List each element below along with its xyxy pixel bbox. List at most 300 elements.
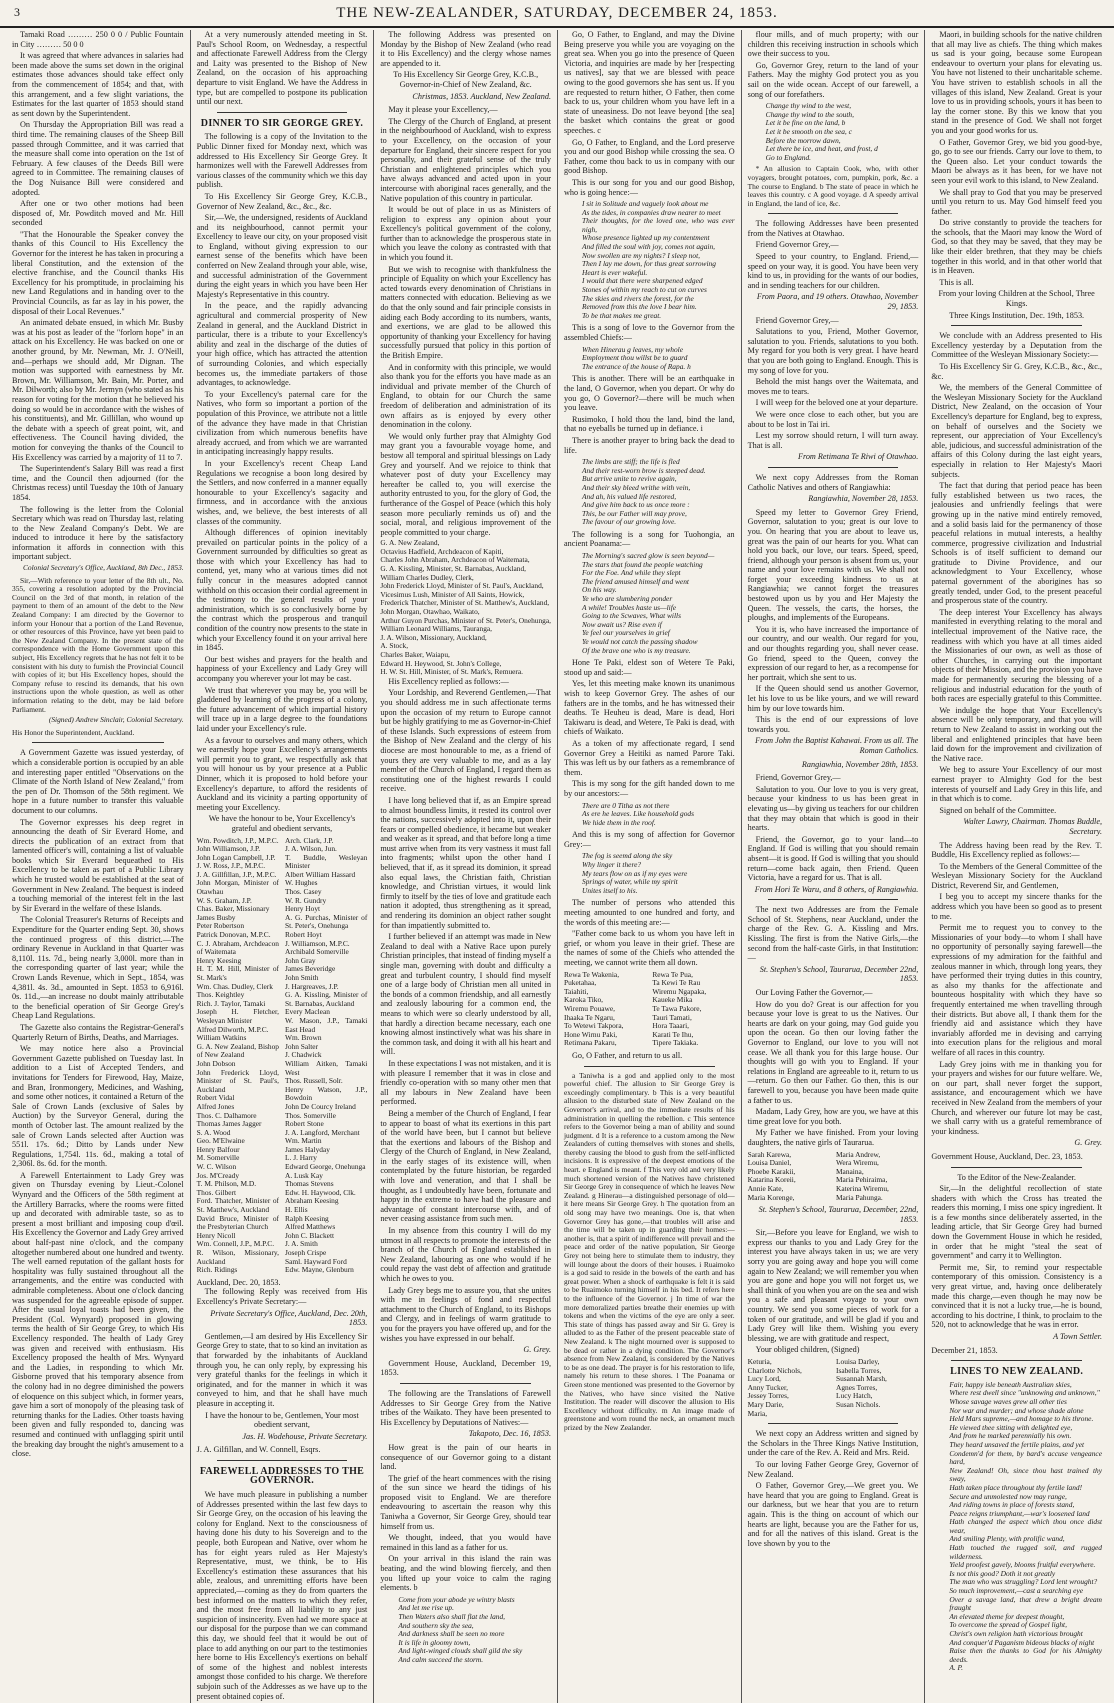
article-paragraph: We may notice here also a Provincial Government Gazette published on Tuesday last. In addition to a List of Accepted Tenders, and invitations for Tenders for Firewood, Hay, Maize, and Bran, Ironmongery, Medicines, and Washing, and some other notices, it contained a Return of the Sale of Crown Lands (exclusive of Sales by Auction) by the Surveyor General, during the month of October last. The amount realized by the sale of Crown Lands selected after Auction was 551l. 17s. 6d.; Ditto by Lands under New Regulations, 1,754l. 11s. 6d., making a total of 2,306l. 8s. 6d. for the month. bbox=[12, 1044, 184, 1169]
reply-header: Private Secretary's Office, Auckland, Dec. 20th, 1853. bbox=[210, 1308, 368, 1328]
verse-line: The limbs are stiff; the life is fled bbox=[582, 457, 680, 467]
list-item: William Leonard Williams, Tauranga, bbox=[380, 624, 493, 634]
article-paragraph: I have long believed that if, as an Empire spread to almost boundless limits, it rested its control over the nations, successively adopted into it, upon their fears or compelled obedience, it became but weaker and weaker as it spread, and that before long a time must arrive when from its very vastness it must fall into fragments; whilst upon the other hand I believed, that if, as it spread its dominion, it spread also equal laws, the Christian faith, Christian knowledge, and Christian virtues, it would link firmly to itself by the ties of love and gratitude each nation it adopted, thus strengthening as it spread, and rendering its dominion an object rather sought for than impatiently submitted to. bbox=[380, 795, 551, 930]
list-item: John Logan Campbell, J.P. bbox=[196, 852, 276, 862]
article-paragraph: Go, O Father, and return to us all. bbox=[572, 1050, 683, 1060]
article-paragraph: This is our song for you and our good Bishop, who is going hence:— bbox=[564, 177, 735, 197]
list-item: Wera Wiremu, bbox=[835, 1158, 879, 1168]
divider bbox=[217, 1460, 348, 1461]
list-item: Hora Taaari, bbox=[652, 1021, 690, 1031]
article-paragraph: And this is my song of affection for Governor Grey:— bbox=[564, 830, 735, 849]
verse-line: The entrance of the house of Rapa. h bbox=[582, 361, 691, 371]
list-item: Annie Kate, bbox=[747, 1183, 784, 1193]
list-item: Wiremu Ngapaka, bbox=[652, 986, 707, 996]
signature: Walter Lawry, Chairman. Thomas Buddle, Secretary. bbox=[963, 817, 1102, 836]
list-item: M. Somerville bbox=[196, 1153, 240, 1163]
verse-line: And riding towns in place of forests stand, bbox=[949, 1500, 1075, 1510]
article-paragraph: Maori, in building schools for the native children that all may live as chiefs. The thing which makes us sad is your going, because some European endeavour to overturn your plans for elevating us. You have not listened to their uncharitable scheme. You have striven to establish schools in all the villages of this island, New Zealand. Great is your love to us in providing schools, yours it has been to lay the corner stone. By this we know that you stand in the presence of God. We shall not forget you and your good works for us. bbox=[931, 30, 1102, 135]
list-item: Thos. C. Dalhamore bbox=[196, 1110, 257, 1120]
verse-line: Go to England. bbox=[765, 152, 812, 162]
reply-addressee: J. A. Gilfillan, and W. Connell, Esqrs. bbox=[196, 1445, 321, 1455]
song-verse bbox=[380, 1596, 551, 1665]
verse-line: There are 0 Titha as not there bbox=[582, 800, 670, 810]
article-paragraph: Speed to your country, to England. Friend,—speed on your way, it is good. You have been very kind to us, in providing for the wants of our bodies, and in sending teachers for our children. bbox=[747, 252, 919, 290]
article-paragraph: The following is a song for Tuohongia, an ancient Poanama:— bbox=[564, 529, 735, 549]
verse-line: And southern sky the sea, bbox=[398, 1620, 474, 1630]
signature: A Town Settler. bbox=[1053, 1332, 1102, 1341]
list-item: Maria Andrew, bbox=[835, 1149, 881, 1159]
list-item: Robert Hoyt bbox=[284, 930, 322, 940]
verse-line: Where rest dwell since "unknowing and unknown," bbox=[949, 1388, 1100, 1398]
list-item: Thomas James Jagger bbox=[196, 1119, 262, 1129]
verse-line: The fog is seemd along the sky bbox=[582, 851, 673, 861]
verse-line: Let it be fine on the land, b bbox=[765, 118, 846, 128]
list-item: John C. Blackett bbox=[284, 1230, 335, 1240]
verse-line: We hide them in the roof. bbox=[582, 817, 656, 827]
list-item: G. A. New Zealand, Bishop of New Zealand bbox=[196, 1041, 279, 1060]
list-item: Retimana Pakaru, bbox=[564, 1038, 617, 1048]
list-item: Albert William Hassard bbox=[284, 869, 356, 879]
verse-line: And ah, his valued life restored, bbox=[582, 491, 677, 501]
article-paragraph: The fact that during that period peace has been fully established between us two races, the jealousies and unfriendly feelings that were growing up in the native mind entirely removed, and a solid basis laid for the permanency of those peaceful relations in mutual interests, a healthy commerce, progressive civilization and Industrial Schools is of itself sufficient to demand our gratitude to Divine Providence, and our acknowledgment to Your Excellency, whose paternal government of the aborigines has so greatly tended, under God, to the present peaceful and prosperous state of the country. bbox=[931, 481, 1102, 606]
verse-line: Of the brave one who is my treasure. bbox=[582, 645, 691, 655]
list-item: J. A. Langford, Merchant bbox=[284, 1127, 360, 1137]
list-item: Ihaaka Te Ngaru, bbox=[564, 1012, 615, 1022]
article-paragraph: Permit me, Sir, to remind your respectable contemporary of this omission. Consistency is a very great virtue, and, having once deliberately made this charge,—even though he may now be convinced that it is not a lucky true,—he is bound, according to his doctrine, I think, to proclaim to the 520, not to acknowledge that he was in error. bbox=[931, 1262, 1102, 1330]
article-paragraph: Government House, Auckland, December 19, 1853. bbox=[380, 1358, 551, 1378]
list-item: Maria, bbox=[747, 1408, 768, 1418]
list-item: J. Chadwick bbox=[284, 1050, 322, 1060]
signature: G. Grey. bbox=[523, 1345, 551, 1355]
article-paragraph: The Gazette also contains the Registrar-General's Quarterly Return of Births, Deaths, and Marriages. bbox=[12, 1022, 184, 1042]
article-paragraph: The grief of the heart commences with the rising of the sun since we heard the tidings of his proposed visit to England. We are therefore endeavouring to ascertain the reason why this Taniwha a Governor, Sir George Grey, should tear himself from us. bbox=[380, 1473, 551, 1531]
divider bbox=[951, 1360, 1082, 1361]
article-paragraph: Salutation to you. Our love to you is very great, because your kindness to us has been great in elevating us—by giving us teachers for our children that they may obtain that which is good in their hearts. bbox=[747, 784, 919, 833]
list-item: J. A. Gillfillan, J.P., M.P.C. bbox=[196, 869, 277, 879]
article-paragraph: How do you do? Great is our affection for you because your love is great to us the Natives. Our hearts are dark on your going, may God guide you upon the ocean. Go then our loving father the Governor to England, our love to you will not cease. We all thank you for this large house. Our thoughts will go with you to England. If your relations in England are agreeable to it, return to us—return. Go then our Father. Go then, this is our farewell to you, because you have been made quite a father to us. bbox=[747, 999, 919, 1105]
list-item: Thos. Keightley bbox=[196, 990, 245, 1000]
article-paragraph: This is another. There will be an earthquake in the land, O Governor, when you depart. Or why do you go, O Governor?—there will be much when you leave. bbox=[564, 374, 735, 413]
article-paragraph: If the Queen should send us another Governor, let his love to us be like yours, and we will reward him by our love towards him. bbox=[747, 684, 919, 713]
list-item: Ralph Keesing bbox=[284, 1213, 329, 1223]
article-paragraph: The following Reply was received from His Excellency's Private Secretary:— bbox=[196, 1287, 368, 1306]
list-item: John Gray bbox=[284, 955, 316, 965]
article-paragraph: Your obliged children, (Signed) bbox=[755, 1345, 860, 1355]
verse-line: Going to the Scwaves, What wills bbox=[582, 611, 681, 621]
signatory-list bbox=[197, 837, 368, 1275]
article-paragraph: We indulge the hope that Your Excellency's absence will be only temporary, and that you will return to New Zealand to assist in working out the liberal and enlightened principles that have been laid down for the improvement and civilization of the Native race. bbox=[931, 705, 1102, 763]
girls-list bbox=[748, 1151, 919, 1203]
article-paragraph: How great is the pain of our hearts in consequence of our Governor going to a distant land. bbox=[380, 1442, 551, 1472]
verse-line: And light-winged clouds shall gild the sky bbox=[398, 1646, 523, 1656]
address-salutation: To His Excellency Sir George Grey, K.C.B., Governor of New Zealand, &c., &c., &c. bbox=[196, 191, 368, 211]
verse-line: The man who was struggling? Lord lent wrought? bbox=[949, 1577, 1098, 1587]
verse-line: Why linger it there? bbox=[582, 860, 642, 870]
article-paragraph: We next copy an Address written and signed by the Scholars in the Three Kings Native Institution, under the care of the Rev. A. Reid and Mrs. Reid. bbox=[747, 1429, 919, 1458]
article-paragraph: I further believed if an attempt was made in New Zealand to deal with a Native Race upon purely Christian principles, that instead of finding myself a single man, governing with doubt and difficulty a great and turbulent country, I should find myself one of a large body of Christian men all united in the bonds of a common friendship, and all earnestly and zealously labouring for a common end, the means to which were so clearly understood by all, that hardly a direction became necessary, each one knowing almost instinctively what was his share in the common task, and doing it with all his heart and will. bbox=[380, 932, 551, 1057]
list-item: C. J. Abraham, Archdeacon of Waitemata bbox=[196, 938, 279, 957]
verse-line: Is not this good? Doth it not greatly bbox=[949, 1568, 1056, 1578]
verse-line: Then Waters also shall flat the land, bbox=[398, 1612, 506, 1621]
verse-line: An elevated theme for deepest thought, bbox=[949, 1611, 1065, 1621]
article-paragraph: This is all. bbox=[939, 277, 974, 287]
verse-line: Before the morrow dawn, bbox=[765, 135, 841, 145]
verse-line: To be that makes me great. bbox=[582, 310, 662, 320]
list-item: James Halyday bbox=[284, 1144, 330, 1154]
closing: I have the honour to be, Gentlemen, Your most obedient servant, bbox=[205, 1410, 359, 1430]
article-paragraph: My Father we have finished. From your loving daughters, the native girls of Taurarua. bbox=[747, 1128, 919, 1147]
list-item: G. A. Kissling, Minister, St. Barnabas, Auckland, bbox=[380, 564, 526, 574]
list-item: Alfred Matthews bbox=[284, 1222, 336, 1232]
verse-line: Now swollen are my nights? I sleep not, bbox=[582, 250, 700, 260]
list-item: Henry Nicoll bbox=[196, 1230, 236, 1240]
dateline: St. Stephen's School, Taurarua, December 22nd, 1853. bbox=[759, 964, 919, 984]
verse-line: Unites itself to his. bbox=[582, 885, 638, 895]
estimate-lines: Tamaki Road ……… 250 0 0 / Public Fountain in City ……… 50 0 0 bbox=[12, 30, 184, 49]
column-2 bbox=[190, 30, 374, 1703]
divider bbox=[951, 325, 1082, 326]
verse-line: Now await us? Rise even if bbox=[582, 619, 662, 629]
song-verse bbox=[564, 552, 735, 655]
divider bbox=[951, 1167, 1082, 1168]
article-paragraph: Behold the mist hangs over the Waitemata, and moves me to tears. bbox=[747, 377, 919, 396]
list-item: Kaueke Mika bbox=[652, 995, 693, 1005]
article-paragraph: We, the members of the General Committee of the Wesleyan Missionary Society for the Auckland District, New Zealand, on the occasion of Your Excellency's departure for England, beg to express, on behalf of ourselves and the Society we represent, our appreciation of Your Excellency's able, judicious, and successful administration of the affairs of this Colony during the last eight years, especially in relation to Her Majesty's Maori subjects. bbox=[931, 383, 1102, 479]
article-paragraph: Signed on behalf of the Committee. bbox=[939, 805, 1057, 815]
list-item: Alfred Dilworth, M.P.C. bbox=[196, 1024, 269, 1034]
dateline: Christmas, 1853. Auckland, New Zealand. bbox=[412, 91, 551, 101]
list-item: Maria Pehiraima, bbox=[835, 1175, 888, 1185]
address-salutation: Friend, Governor Grey,— bbox=[755, 773, 841, 783]
article-paragraph: A Government Gazette was issued yesterday, of which a considerable portion is occupied by an able and interesting paper entitled "Observations on the Climate of the North Island of New Zealand," from the pen of Dr. Thomson of the 58th regiment. We hope in a future number to transfer this valuable document to our columns. bbox=[12, 748, 184, 815]
verse-line: Christ's own religion hath victorious brought bbox=[949, 1629, 1083, 1638]
divider bbox=[217, 112, 348, 113]
list-item: Taiahiti, bbox=[564, 986, 589, 996]
section-heading: DINNER TO SIR GEORGE GREY. bbox=[200, 117, 364, 129]
verse-line: Hath taken place throughout thy fertile land! bbox=[949, 1482, 1083, 1492]
article-paragraph: "Father come back to us whom you have left in grief, or whom you leave in their grief. These are the names of some of the Chiefs who attended the meeting, we cannot write them all down. bbox=[564, 929, 735, 967]
article-paragraph: In my absence from this country I will do my utmost in all respects to promote the interests of the branch of the Church of England established in New Zealand, labouring as one who would if he could repay the vast debt of affection and gratitude which he owes to you. bbox=[380, 1226, 551, 1283]
verse-line: Change thy wind to the south, bbox=[765, 109, 854, 119]
article-paragraph: Your Lordship, and Reverend Gentlemen,—That you should address me in such affectionate terms upon the occasion of my return to Europe cannot but be highly gratifying to me as Governor-in-Chief of these Islands. Such expressions of esteem from the Bishop of New Zealand and the clergy of his diocese are most honourable to me, as a friend of yours they are very valuable to me, and as a lay member of the Church of England, I regard them as constituting one of the highest rewards I could receive. bbox=[380, 688, 551, 794]
list-item: Isabella Torres, bbox=[835, 1365, 882, 1375]
article-paragraph: We next copy Addresses from the Roman Catholic Natives and others of Rangiawhia: bbox=[747, 472, 919, 492]
list-item: Geo. M'Elwaine bbox=[196, 1136, 245, 1146]
verse-line: This, be our Father will may prove, bbox=[582, 508, 687, 518]
poem-verse bbox=[931, 1381, 1102, 1673]
list-item: Robert Stone bbox=[284, 1119, 324, 1129]
list-item: Katerina Wiremu, bbox=[835, 1183, 889, 1193]
verse-line: And conquer'd Paganism bideous blacks of night bbox=[949, 1637, 1095, 1647]
article-paragraph: As a token of my affectionate regard, I send Governor Grey a Heitiki as named Parore Taki. This was left us by our fathers as a remembrance of them. bbox=[564, 738, 735, 777]
masthead bbox=[0, 0, 1114, 28]
closing: We have the honour to be, Your Excellency's grateful and obedient servants, bbox=[208, 814, 356, 833]
list-item: Joseph H. Fletcher, Wesleyan Minister bbox=[196, 1007, 279, 1025]
article-paragraph: We were once close to each other, but you are about to be lost in Tai iri. bbox=[747, 409, 919, 429]
article-paragraph: The Address having been read by the Rev. T. Buddle, His Excellency replied as follows:— bbox=[931, 840, 1102, 860]
article-paragraph: At a very numerously attended meeting in St. Paul's School Room, on Wednesday, a respectful and affectionate Farewell Address from the Clergy and Laity was presented to the Bishop of New Zealand, on the occasion of his approaching departure to visit England. We have the Address in type, but are compelled to postpone its publication until our next. bbox=[196, 30, 368, 107]
list-item: Chas. Baker, Missionary bbox=[196, 904, 270, 914]
verse-line: The skies and rivers the forest, for the bbox=[582, 293, 694, 303]
list-item: Tauri Tamati, bbox=[652, 1012, 692, 1022]
verse-line: Peace reigns triumphant,—war's loosened land bbox=[949, 1508, 1090, 1518]
list-item: Susan Nichols. bbox=[835, 1399, 881, 1409]
verse-line: Fair, happy isle beneath Australian skies, bbox=[949, 1379, 1072, 1389]
list-item: Keturia, bbox=[747, 1357, 772, 1366]
verse-line: So much improvement,—cast a searching eye bbox=[949, 1586, 1084, 1596]
address-salutation: Our Loving Father the Governor,— bbox=[755, 988, 873, 998]
list-item: R. Wilson, Missionary, Auckland bbox=[196, 1248, 279, 1266]
list-item: A. G. Purchas, Minister of St. Peter's, Onehunga bbox=[284, 912, 368, 931]
list-item: Henry Balfour bbox=[196, 1144, 240, 1154]
verse-line: Come from your abode ye wintry blasts bbox=[398, 1594, 515, 1604]
list-item: Katarina Koreii, bbox=[747, 1175, 796, 1185]
list-item: Arch. Clark, J.P. bbox=[284, 835, 334, 845]
list-item: David Bruce, Minister of the Presbyterian Church bbox=[196, 1213, 279, 1232]
article-paragraph: The Colonial Treasurer's Returns of Receipts and Expenditure for the Quarter ending Sept. 30, shows the continued progress of this district.—The ordinary Revenue in Auckland in that Quarter was 8,110l. 11s. 7d., being nearly 3,000l. more than in the corresponding quarter of last year; while the Crown Lands Revenue, which in Sept., 1854, was 4,381l. 4s. 3d., amounted in Sept. 1853 to 6,916l. 0s. 11d.,—an increase no doubt mainly attributable to the beneficial operation of Sir George Grey's Cheap Land Regulations. bbox=[12, 915, 184, 1021]
verse-line: Whose savage waves grew all other ties bbox=[949, 1396, 1067, 1406]
verse-line: On his way. bbox=[582, 585, 617, 595]
article-paragraph: We would only further pray that Almighty God may grant you a favourable voyage home, and bestow all temporal and spiritual blessings on Lady Grey and yourself. And we rejoice to think that whatever post of duty your Excellency may hereafter be called to, you will exercise the authority entrusted to you, for the glory of God, the furtherance of the Gospel of Peace (which this holy season more peculiarly reminds us of) and the social, moral, and religious improvement of the people committed to your charge. bbox=[380, 431, 551, 537]
reply-signature: Jas. H. Wodehouse, Private Secretary. bbox=[242, 1431, 368, 1441]
list-item: H. W. St. Hill, Minister, of St. Mark's, Remuera. bbox=[380, 667, 524, 677]
list-item: W. R. Gundry bbox=[284, 895, 327, 905]
list-item: Henry Hoyt bbox=[284, 904, 321, 914]
list-item: Wiremu Pouawe, bbox=[564, 1003, 616, 1013]
article-paragraph: The following Addresses have been presented from the Natives at Otawhao. bbox=[747, 219, 919, 238]
verse-line: And give him back to us once more : bbox=[582, 500, 690, 510]
list-item: Patrick Donovan, M.P.C. bbox=[196, 930, 271, 940]
dateline: Government House, Auckland, Dec. 23, 1853. bbox=[931, 1151, 1083, 1161]
list-item: Rewa Te Wakenia, bbox=[564, 969, 620, 979]
list-item: John Frederick Lloyd, Minister of St. Paul's, Auckland, bbox=[380, 581, 544, 591]
list-item: John De Courcy Ireland bbox=[284, 1101, 356, 1111]
poem-title: LINES TO NEW ZEALAND. bbox=[950, 1366, 1084, 1378]
list-item: Susannah Marsh, bbox=[835, 1374, 887, 1384]
article-paragraph: The following Address was presented on Monday by the Bishop of New Zealand (who read it to His Excellency) and the clergy whose names are appended to it. bbox=[380, 30, 551, 68]
article-paragraph: This is my song for the gift handed down to me by our ancestors:— bbox=[564, 779, 735, 798]
list-item: Vicesimus Lush, Minister of All Saints, Howick, bbox=[380, 589, 525, 599]
verse-line: The friend amused himself and went bbox=[582, 576, 689, 586]
article-paragraph: After one or two other motions had been disposed of, Mr. Powditch moved and Mr. Hill seconded bbox=[12, 199, 184, 228]
article-paragraph: There is another prayer to bring back the dead to life. bbox=[564, 435, 735, 455]
article-paragraph: "That the Honourable the Speaker convey the thanks of this Council to His Excellency the Governor for the interest he has taken in procuring a liberal Constitution, and the extension of the elective franchise, and the Council thanks His Excellency for his promptitude, in proclaiming his new Land Regulations and in handing over to the Provincial Councils, as far as lay in his power, the disposal of their Local Revenues." bbox=[12, 229, 184, 316]
article-paragraph: The number of persons who attended this meeting amounted to one hundred and forty, and the words of this meeting are:— bbox=[564, 898, 735, 927]
signature: From John the Baptist Kahawai. From us all. The Roman Catholics. bbox=[755, 736, 919, 755]
column-1 bbox=[6, 30, 190, 1703]
list-item: Karoka Tiko, bbox=[564, 995, 604, 1005]
list-item: T. M. Philson, M.D. bbox=[196, 1179, 257, 1189]
list-item: Henry Watson, J.P., Bowdoin bbox=[284, 1084, 368, 1103]
article-paragraph: Hone Te Paki, eldest son of Wetere Te Paki, stood up and said:— bbox=[564, 658, 735, 677]
article-paragraph: A Farewell Entertainment to Lady Grey was given on Thursday evening by Lieut.-Colonel Wynyard and the Officers of the 58th regiment at the Artillery Barracks, where the rooms were fitted up and decorated with admirable taste, so as to present a most brilliant and imposing coup d'œil. His Excellency the Governor and Lady Grey arrived about half-past nine o'clock, and the company altogether numbered about one hundred and twenty. The well earned reputation of the gallant hosts for hospitality was fully sustained throughout all the arrangements, and the entire was conducted with admirable completeness. About one o'clock dancing was suspended for the agreeable episode of supper. After the usual loyal toasts had been given, the President (Col. Wynyard) proposed in glowing terms the health of Sir George Grey, to which His Excellency responded. The health of Lady Grey was given and received with enthusiasm. His Excellency proposed the health of Mrs. Wynyard and the Ladies, in responding to which Mr. Gisborne proved that his temporary absence from the colony had in no degree diminished the powers of eloquence on this subject which, in former years, gave him a sort of monopoly of the pleasing task of returning thanks for the Ladies. Other toasts having been given and fully responded to, dancing was resumed and continued with unflagging spirit until the breaking day brought the night's amusement to a close. bbox=[12, 1170, 184, 1459]
page-number: 3 bbox=[14, 5, 21, 19]
verse-line: Ye who are slumbering ponder bbox=[582, 594, 673, 604]
list-item: John Morgan, Otawhao, Waikato, bbox=[380, 607, 480, 617]
signature: From your loving Children at the School, Three Kings. bbox=[938, 289, 1095, 309]
article-paragraph: The Superintendent's Salary Bill was read a first time, and the Council then adjourned (for the Christmas recess) until Tuesday the 10th of January 1854. bbox=[12, 464, 184, 502]
verse-line: A while! Troubles haste us—life bbox=[582, 602, 677, 612]
article-paragraph: Lest my sorrow should return, I will turn away. That is all. bbox=[747, 431, 919, 450]
verse-line: Held Mars supreme,—and homage to his throne. bbox=[949, 1414, 1094, 1424]
verse-line: The Morning's sacred glow is seen beyond— bbox=[582, 551, 715, 561]
list-item: William Charles Dudley, Clerk, bbox=[380, 572, 474, 582]
list-item: John Smith bbox=[284, 973, 319, 982]
footnotes: a Taniwha is a god and applied only to the most powerful chief. The allusion to Sir George Grey is exceedingly complimentary. b This is a very beautiful allusion to the disturbed state of New Zealand on the Governor's arrival, and to the immediate results of his administration in quelling the rebellion. c This sentence refers to the Governor being a man of ability and sound judgment. d It is a reference to a custom among the New Zealanders of cutting themselves with stones and shells, thereby causing the blood to gush from the self-inflicted incisions. It is expressive of the deepest emotions of the heart. e England is meant. f This very old and very likely much shortened version of the Natives have christened Sir George Grey in consequence of which he leaves New Zealand. g Hinerau—a distinguished personage of old—it here means Sir George Grey. h The quotation from an old song may have two meanings. One is, that when Governor Grey has gone,—that troubles will arise and the time will be taken up in guarding their homes:—another is, that a spirit of indifference will prevail and the peace and order of the native population, Sir George Grey not being here to stimulate them to industry, they will lounge about the doors of their houses. i Ruaimoko is a god said to reside in the bowels of the earth and has great power. When a shock of earthquake is felt it is said to be Ruaimoko turning himself in his bed. It refers here to the influence of the Governor. j In time of war the more demoralized parties breathe their enemies up with tokens and when the victims of the eye are only a seer. This state of things has passed away and Sir G. Grey is alluded to as the Father of the present peaceable state of New Zealand. k The night mourned over is supposed to be dead or rather in a dying condition. The Governor's absence from New Zealand, is considered by the Natives to be as one dead. The prayer is for his restoration to life, namely his return to these shores. l The Poanama or Green stone mentioned was presented to the Governor by the Natives, who have since visited the Native Institution. The reader will discover the allusion to His Excellency without difficulty. m An image made of greenstone and worn round the neck, an ornament much prized by the New Zealander. bbox=[564, 1070, 735, 1432]
verse-line: And smiling Plenty, with prolific wand, bbox=[949, 1534, 1065, 1544]
list-item: Maria Pahunga. bbox=[835, 1192, 883, 1202]
article-paragraph: The Governor expresses his deep regret in announcing the death of Sir Everard Home, and directs the publication of an extract from that lamented officer's will, containing a list of valuable books which Sir Everard bequeathed to His Excellency to be taken as part of a Public Library which he trusted would be established at the seat of Government in New Zealand. The bequest is indeed a touching memorial of the interest felt in the last by Sir Everard in the welfare of these Islands. bbox=[12, 817, 184, 913]
verse-line: The stars that found the people watching bbox=[582, 559, 703, 569]
list-item: Arthur Guyon Purchas, Minister of St. Peter's, Onehunga, bbox=[380, 615, 552, 625]
list-item: Mary Darie, bbox=[747, 1399, 784, 1409]
girls-list bbox=[748, 1358, 919, 1418]
song-verse bbox=[564, 200, 735, 320]
article-paragraph: Friend, the Governor, go to your land—to England. If God is willing that you should remain absent—it is good. If God is willing that you should return—come back again, then Friend. Queen Victoria, have a regard for us. That is all. bbox=[747, 834, 919, 883]
verse-line: The favour of our growing love. bbox=[582, 517, 677, 527]
dateline: Takapoto, Dec. 16, 1853. bbox=[468, 1429, 551, 1439]
list-item: W. Mason, J.P., Tamaki East Head bbox=[284, 1015, 368, 1034]
article-paragraph: You it is, who have increased the importance of our country, and our wealth. Our regard for you, and our thoughts regarding you, shall never cease. Go friend, speed to the Queen, convey the expression of our regard to her, as a recompense for her portrait, which she sent to us. bbox=[747, 624, 919, 682]
article-paragraph: On Thursday the Appropriation Bill was read a third time. The remaining clauses of the Sheep Bill passed through Committee, and it was carried that the measure shall come into operation on the 1st of February. A few clauses of the Deeds Bill were agreed to in Committee. The remaining clauses of the Dog Nuisance Bill were considered and adopted. bbox=[12, 120, 184, 197]
article-paragraph: Permit me to request you to convey to the Missionaries of your body—to whom I shall have no opportunity of personally saying farewell—the expressions of my admiration for the faithful and zealous manner in which, through long years, they have performed their trying duties in this country, as also my thanks for the affectionate and bounteous hospitality with which they have so frequently entertained me when travelling through their districts. But above all, I thank them for the friendly aid and assistance which they have invariably afforded me in devising and carrying into execution plans for the religious and moral welfare of all races in this country. bbox=[931, 923, 1102, 1057]
article-paragraph: May it please your Excellency,— bbox=[388, 105, 498, 115]
verse-line: As the tides, in companies draw nearer to meet bbox=[582, 207, 721, 217]
verse-line: Let there be ice, and heat, and frost, d bbox=[765, 144, 878, 154]
article-paragraph: Although differences of opinion inevitably prevailed on particular points in the policy of a Government surrounded by difficulties so great as those with which your Excellency has had to contend, yet, many who at various times did not fully concur in the measures adopted cannot withhold on this occasion their cordial agreement in the testimony to the general results of your administration, which is so conclusively borne by the contrast which the prosperous and tranquil condition of the country now presents to the state in which your Excellency found it on your arrival here in 1845. bbox=[196, 528, 368, 653]
address-salutation: To our loving Father George Grey, Governor of New Zealand. bbox=[747, 1459, 919, 1479]
article-paragraph: We conclude with an Address presented to His Excellency yesterday by a Deputation from the Committee of the Wesleyan Missionary Society:— bbox=[931, 331, 1102, 360]
verse-line: My tears flow on as if my eyes were bbox=[582, 868, 688, 878]
article-paragraph: Gentlemen,—I am desired by His Excellency Sir George Grey to state, that to so kind an invitation as that forwarded by the inhabitants of Auckland through you, he can only reply, by expressing his very grateful thanks for the feelings in which it originated, and for the manner in which it was conveyed to him, and that he shall have much pleasure in accepting it. bbox=[196, 1331, 368, 1408]
divider bbox=[768, 899, 899, 900]
article-paragraph: Salutations to you, Friend, Mother Governor, salutation to you. Friends, salutations to you both. My regard for you both is very great. I have heard that you are both going to England. Enough. This is my song of love for you. bbox=[747, 327, 919, 375]
verse-line: Their thoughts, for the loved one, who was ever nigh, bbox=[582, 216, 735, 234]
list-item: J. A. Wilson, Missionary, Auckland, bbox=[380, 632, 487, 642]
verse-line: To overcome the spread of Gospel light, bbox=[949, 1620, 1067, 1630]
article-paragraph: Speed my letter to Governor Grey Friend, Governor, salutation to you; great is our love to you. On hearing that you are about to leave us, great was the pain of our hearts for you. What can hold you back, our love, our tears. Speed, speed, friend, although your person is absent from us, your name and your love remains with us. We shall not forget your exceeding kindness to us at Rangiawhia; we cannot forget the treasures bestowed upon us by you and Her Majesty the Queen. The vessels, the carts, the horses, the ploughs, and implements of the Europeans. bbox=[747, 507, 919, 623]
signature: G. Grey. bbox=[1074, 1138, 1102, 1148]
list-item: John Williamson, J.P. bbox=[196, 844, 261, 854]
list-item: Lucy Hatch, bbox=[835, 1391, 873, 1401]
address-salutation: Friend Governor Grey,— bbox=[755, 315, 839, 325]
list-item: Abraham Keesing bbox=[284, 1196, 339, 1206]
list-item: Anny Tucker, bbox=[747, 1382, 789, 1392]
list-item: Rewa Te Pua, bbox=[652, 969, 693, 979]
footnotes: * An allusion to Captain Cook, who, with other voyagers, brought potatoes, corn, pumpkin, pork, &c. a The course to England. b The state of peace in which he leaves this country. c A good voyage. d A speedy arrival in England, the land of ice, &c. bbox=[747, 164, 919, 208]
column-3 bbox=[373, 30, 557, 1703]
list-item: Hone Wirnu Paki, bbox=[564, 1029, 618, 1039]
article-paragraph: But we wish to recognise with thankfulness the principle of Equality on which your Excellency has acted towards every denomination of Christians in matters connected with education. Believing as we do that the only sound and fair principle consists in aiding each Body according to its numbers, wants, and exertions, we are glad to be allowed this opportunity of thanking your Excellency for having successfully pursued that policy in this portion of the British Empire. bbox=[380, 264, 551, 360]
song-verse bbox=[564, 346, 735, 372]
article-paragraph: We shall pray to God that you may be preserved until you return to us. May God himself feed you father. bbox=[931, 187, 1102, 216]
list-item: W. Hughes bbox=[284, 878, 318, 888]
article-paragraph: Sir,—We, the undersigned, residents of Auckland and its neighbourhood, cannot permit your Excellency to leave our city, on your proposed visit to England, without giving expression to our earnest sense of the benefits which have been conferred on New Zealand through your able, wise, and successful administration of the Government during the eight years in which you have been Her Majesty's Representative in this country. bbox=[196, 213, 368, 299]
list-item: To Wetewi Takpora, bbox=[564, 1021, 624, 1031]
chief-list bbox=[564, 971, 735, 1048]
dateline: St. Stephen's School, Taurarua, December, 22nd, 1853. bbox=[758, 1205, 919, 1224]
article-paragraph: O Father, Governor Grey,—We greet you. We have heard that you are going to England. Great is our darkness, but we hear that you are to return again. This is the thing on account of which our hearts are light, because you are the Father for us, and for all the natives of this island. Great is the love shown by you to the bbox=[747, 1481, 919, 1548]
verse-line: Employment thou willst be to guard bbox=[582, 353, 688, 363]
list-item: Thomas Stevens bbox=[284, 1179, 334, 1189]
verse-line: And calm succeed the storm. bbox=[398, 1654, 484, 1664]
verse-line: Removed from this the love I bear him. bbox=[582, 302, 697, 312]
list-item: Agnes Torres, bbox=[835, 1382, 878, 1392]
list-item: A. Stock, bbox=[380, 641, 409, 651]
list-item: John Dobson bbox=[196, 1058, 236, 1068]
article-paragraph: The following is a copy of the Invitation to the Public Dinner fixed for Monday next, which was addressed to His Excellency Sir George Grey. It harmonizes well with the Farewell Addresses from various classes of the community which we this day publish. bbox=[196, 132, 368, 190]
list-item: Charles Baker, Waiapu, bbox=[380, 650, 450, 659]
verse-line: Hath touched the rugged soil, and rugged wilderness. bbox=[949, 1543, 1102, 1561]
letter-header: Colonial Secretary's Office, Auckland, 8th Dec., 1853. bbox=[23, 563, 184, 573]
verse-line: As ere he leaves. Like household gods bbox=[582, 809, 694, 819]
verse-line: And darkness shall be seen no more bbox=[398, 1629, 505, 1639]
article-paragraph: We trust that wherever you may be, you will be gladdened by learning of the progress of a colony, the future advancement of which impartial history will trace up in a large degree to the foundations laid under your Excellency's rule. bbox=[196, 685, 368, 733]
verse-line: Nor war and murder; and whose shade alone bbox=[949, 1405, 1084, 1415]
verse-line: They heard unsaved the fertile plains, and yet bbox=[949, 1439, 1085, 1449]
article-paragraph: It was agreed that where advances in salaries had been made above the sums set down in the original estimates those advances should take effect only from the commencement of 1854; and that, with this arrangement, and a few slight variations, the Estimates for the last quarter of 1853 should stand as sent down by the Superintendent. bbox=[12, 51, 184, 118]
list-item: Louisa Daniel, bbox=[747, 1158, 792, 1168]
verse-line: Springs of water, while my spirit bbox=[582, 877, 678, 887]
verse-line: Then I lay me down, for thus great sorrowing bbox=[582, 259, 716, 269]
article-paragraph: Yes, let this meeting make known its unanimous wish to keep Governor Grey. The ashes of our fathers are in the tombs, and he has witnessed their deaths. Te Heuheu is dead, Mare is dead, Hori Takiwaru is dead, and Wetere, Te Paki is dead, with chiefs of Waikato. bbox=[564, 679, 735, 737]
verse-line: And from he marked perennially his own. bbox=[949, 1431, 1072, 1441]
list-item: J. W. Ross, J.P., M.P.C. bbox=[196, 861, 266, 871]
address-salutation: To His Excellency Sir George Grey, K.C.B., Governor-in-Chief of New Zealand, &c. bbox=[393, 70, 539, 89]
list-item: Wm. Brown bbox=[284, 1033, 322, 1043]
list-item: G. A. New Zealand, bbox=[380, 538, 440, 548]
verse-line: He viewed thee sitting with delighted eye, bbox=[949, 1422, 1073, 1432]
list-item: J. A. Wilson, Jun. bbox=[284, 844, 337, 854]
list-item: Archibald Somerville bbox=[284, 947, 349, 957]
list-item: John Frederick Lloyd, Minister of St. Paul's, Auckland bbox=[196, 1067, 279, 1094]
article-paragraph: This is a song of love to the Governor from the assembled Chiefs:— bbox=[564, 323, 735, 342]
verse-line: Over a savage land, that drew a bright dream fraught bbox=[949, 1594, 1102, 1613]
list-item: Alfred Jones bbox=[196, 1101, 235, 1111]
article-paragraph: Go, O Father, to England, and the Lord preserve you and our good Bishop while crossing the sea. O Father, come thou back to us in company with our good Bishop. bbox=[564, 137, 735, 176]
article-paragraph: O Father, Governor Grey, we bid you good-bye, go, go to see our friends. Carry our love to them, to the Queen also. Let your conduct towards the Maori be always as it has been, for we have not seen your evil work to this island, to New Zealand. bbox=[931, 137, 1102, 185]
list-item: Thos. Russell, Solr. bbox=[284, 1076, 343, 1086]
address-salutation: To the Members of the General Committee of the Wesleyan Missionary Society for the Auckland District, Reverend Sir, and Gentlemen, bbox=[931, 861, 1102, 890]
verse-line: Change thy wind to the west, bbox=[765, 101, 852, 111]
verse-line: I sit in Solitude and vaguely look about me bbox=[582, 199, 709, 209]
list-item: Jessey Torres, bbox=[747, 1391, 789, 1401]
list-item: Saml. Hayward Ford bbox=[284, 1256, 347, 1266]
list-item: W. C. Wilson bbox=[196, 1162, 237, 1172]
newspaper-title: THE NEW-ZEALANDER, SATURDAY, DECEMBER 24, 1853. bbox=[336, 4, 778, 21]
article-paragraph: I will weep for the beloved one at your departure. bbox=[755, 398, 918, 408]
list-item: William Aitken, Tamaki West bbox=[284, 1058, 368, 1077]
signature: From Retimana Te Riwi of Otawhao. bbox=[797, 452, 919, 462]
dateline: Rangiawhia, November 28, 1853. bbox=[808, 494, 919, 504]
list-item: J. A. Smith bbox=[284, 1239, 318, 1249]
article-paragraph: I beg you to accept my sincere thanks for the address which you have been so good as to present to me. bbox=[931, 892, 1102, 921]
divider bbox=[768, 1423, 899, 1424]
song-verse bbox=[564, 852, 735, 895]
list-item: Charlotte Nichols, bbox=[747, 1365, 802, 1375]
article-paragraph: Being a member of the Church of England, I fear to appear to boast of what its exertions in this part of the world have been, but I cannot but believe that the exertions and labours of the Bishop and Clergy of the Church of England, in New Zealand, in the early stages of its existence will, when contemplated by the future historian, be regarded with love and veneration, and that I shall be thought, as I undoubtedly have been, fortunate and happy in the extreme to have had the pleasure and advantage of constant intercourse with, and of never ceasing assistance from such men. bbox=[380, 1108, 551, 1224]
list-item: Wm. Powditch, J.P., M.P.C. bbox=[196, 835, 279, 845]
dateline: Three Kings Institution, Dec. 19th, 1853. bbox=[949, 310, 1085, 320]
verse-line: Heart is ever wakeful. bbox=[582, 267, 648, 277]
dateline: Rangiawhia, November 28th, 1853. bbox=[801, 759, 919, 769]
list-item: Robert Vidal bbox=[196, 1093, 235, 1103]
newspaper-columns bbox=[6, 30, 1108, 1701]
divider bbox=[768, 467, 899, 468]
column-6 bbox=[924, 30, 1108, 1703]
list-item: John Salter bbox=[284, 1041, 319, 1051]
article-paragraph: In these expectations I was not mistaken, and it is with pleasure I remember that it was in close and friendly co-operation with so many other men that all my labours in New Zealand have been performed. bbox=[380, 1058, 551, 1107]
